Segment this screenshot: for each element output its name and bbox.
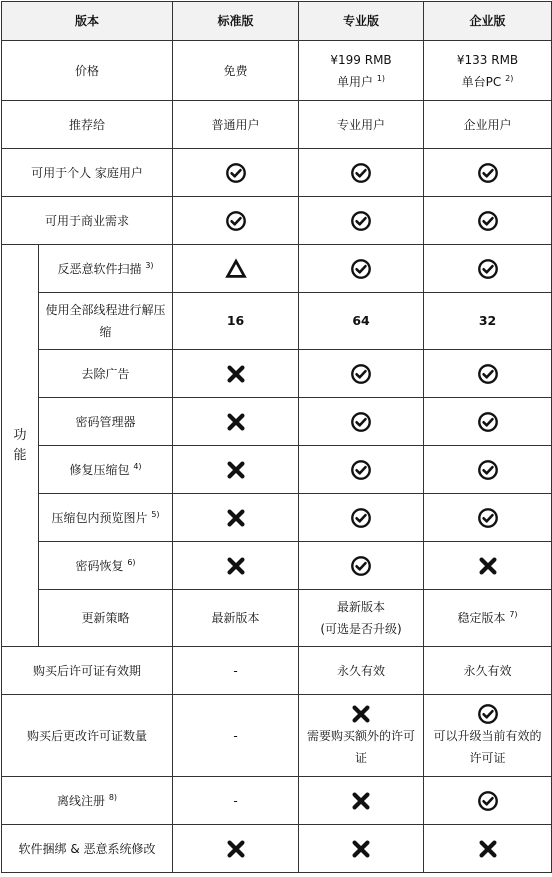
row-malware xyxy=(2,245,552,293)
update-professional: 最新版本 (可选是否升级) xyxy=(299,590,424,647)
check-circle-icon xyxy=(477,703,499,725)
header-standard: 标准版 xyxy=(173,2,299,41)
label-password-manager: 密码管理器 xyxy=(39,398,173,446)
label-offline: 离线注册 $^{8)}$ xyxy=(2,777,173,825)
row-password-manager xyxy=(2,398,552,446)
check-circle-icon xyxy=(225,210,247,232)
cross-icon xyxy=(350,790,372,812)
footnote-6: 6) xyxy=(127,557,136,567)
row-offline xyxy=(2,777,552,825)
label-malware: 反恶意软件扫描 $^{3)}$ xyxy=(39,245,173,293)
price-standard: 免费 xyxy=(173,41,299,101)
row-update xyxy=(2,590,552,647)
check-circle-icon xyxy=(477,411,499,433)
check-circle-icon xyxy=(350,258,372,280)
row-repair xyxy=(2,446,552,494)
check-circle-icon xyxy=(350,555,372,577)
validity-professional: 永久有效 xyxy=(299,647,424,695)
check-circle-icon xyxy=(350,162,372,184)
label-validity: 购买后许可证有效期 xyxy=(2,647,173,695)
threads-standard: 16 xyxy=(173,293,299,350)
offline-standard: - xyxy=(173,777,299,825)
header-row xyxy=(2,2,552,41)
triangle-icon xyxy=(225,258,247,280)
check-circle-icon xyxy=(350,507,372,529)
cross-icon xyxy=(350,703,372,725)
label-price: 价格 xyxy=(2,41,173,101)
label-personal: 可用于个人 家庭用户 xyxy=(2,149,173,197)
validity-enterprise: 永久有效 xyxy=(424,647,552,695)
header-version: 版本 xyxy=(2,2,173,41)
row-bundle xyxy=(2,825,552,873)
footnote-2: 2) xyxy=(505,73,514,83)
price-ent-amount: ¥133 RMB xyxy=(456,52,519,67)
check-circle-icon xyxy=(477,459,499,481)
check-circle-icon xyxy=(477,507,499,529)
recommended-professional: 专业用户 xyxy=(299,101,424,149)
threads-professional: 64 xyxy=(299,293,424,350)
footnote-3: 3) xyxy=(145,260,154,270)
validity-standard: - xyxy=(173,647,299,695)
comparison-table xyxy=(1,1,552,873)
check-circle-icon xyxy=(477,363,499,385)
cross-icon xyxy=(225,507,247,529)
cross-icon xyxy=(225,411,247,433)
check-circle-icon xyxy=(350,411,372,433)
label-threads: 使用全部线程进行解压缩 xyxy=(39,293,173,350)
recommended-enterprise: 企业用户 xyxy=(424,101,552,149)
cross-icon xyxy=(477,838,499,860)
row-license-change xyxy=(2,695,552,777)
header-professional: 专业版 xyxy=(299,2,424,41)
row-validity xyxy=(2,647,552,695)
row-ads xyxy=(2,350,552,398)
row-threads xyxy=(2,293,552,350)
price-pro-unit: 单用户 xyxy=(336,74,373,89)
row-commercial xyxy=(2,197,552,245)
row-recommended xyxy=(2,101,552,149)
license-change-enterprise: 可以升级当前有效的许可证 xyxy=(424,695,552,777)
cross-icon xyxy=(477,555,499,577)
check-circle-icon xyxy=(350,459,372,481)
label-bundle: 软件捆绑 & 恶意系统修改 xyxy=(2,825,173,873)
check-circle-icon xyxy=(477,790,499,812)
footnote-4: 4) xyxy=(133,461,142,471)
price-ent-unit: 单台PC xyxy=(461,74,502,89)
header-enterprise: 企业版 xyxy=(424,2,552,41)
label-update: 更新策略 xyxy=(39,590,173,647)
check-circle-icon xyxy=(225,162,247,184)
check-circle-icon xyxy=(477,162,499,184)
label-ads: 去除广告 xyxy=(39,350,173,398)
price-professional xyxy=(299,41,424,101)
label-license-change: 购买后更改许可证数量 xyxy=(2,695,173,777)
row-recovery xyxy=(2,542,552,590)
label-recovery: 密码恢复 $^{6)}$ xyxy=(39,542,173,590)
cross-icon xyxy=(225,459,247,481)
label-repair: 修复压缩包 $^{4)}$ xyxy=(39,446,173,494)
price-enterprise xyxy=(424,41,552,101)
label-commercial: 可用于商业需求 xyxy=(2,197,173,245)
footnote-8: 8) xyxy=(108,792,118,802)
license-change-standard: - xyxy=(173,695,299,777)
recommended-standard: 普通用户 xyxy=(173,101,299,149)
check-circle-icon xyxy=(350,210,372,232)
row-price xyxy=(2,41,552,101)
row-preview xyxy=(2,494,552,542)
check-circle-icon xyxy=(477,258,499,280)
threads-enterprise: 32 xyxy=(424,293,552,350)
price-pro-amount: ¥199 RMB xyxy=(330,52,392,67)
cross-icon xyxy=(225,363,247,385)
license-change-professional: 需要购买额外的许可证 xyxy=(299,695,424,777)
check-circle-icon xyxy=(350,363,372,385)
cross-icon xyxy=(225,838,247,860)
cross-icon xyxy=(350,838,372,860)
label-recommended: 推荐给 xyxy=(2,101,173,149)
features-group-label: 功 能 xyxy=(2,245,39,647)
footnote-7: 7) xyxy=(509,610,518,619)
footnote-1: 1) xyxy=(376,73,386,83)
label-preview: 压缩包内预览图片 $^{5)}$ xyxy=(39,494,173,542)
update-standard: 最新版本 xyxy=(173,590,299,647)
footnote-5: 5) xyxy=(151,509,160,519)
cross-icon xyxy=(225,555,247,577)
update-enterprise: 稳定版本 $^{7)}$ xyxy=(424,590,552,647)
check-circle-icon xyxy=(477,210,499,232)
row-personal xyxy=(2,149,552,197)
